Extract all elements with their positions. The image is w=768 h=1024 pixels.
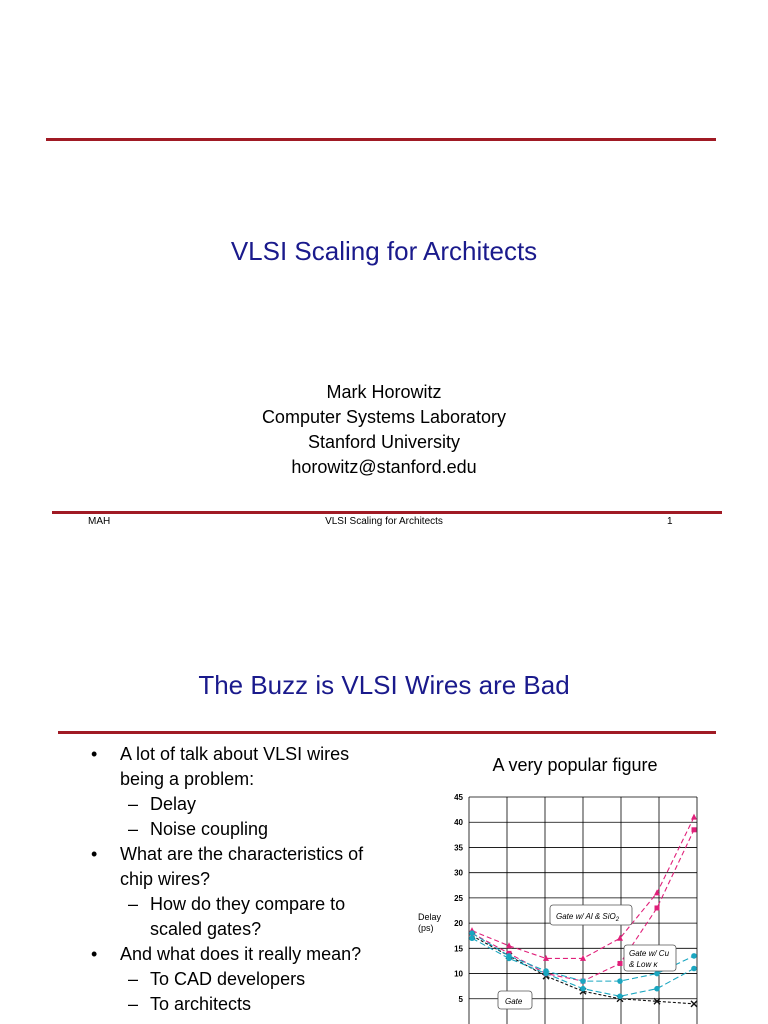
author-university: Stanford University (307, 432, 461, 452)
data-point (654, 971, 660, 977)
slide1-title: VLSI Scaling for Architects (230, 236, 538, 266)
annotation-cu-lowk-line2: & Low κ (629, 960, 658, 969)
author-email: horowitz@stanford.edu (291, 457, 477, 477)
slide1-top-rule (46, 138, 716, 141)
y-tick-label: 30 (454, 868, 463, 878)
chart-ylabel-line1: Delay (418, 912, 442, 922)
bullet-item (78, 917, 408, 942)
annotation-gate-label: Gate (505, 997, 523, 1006)
bullet-text: Noise coupling (150, 819, 269, 839)
bullet-text: What are the characteristics of (120, 844, 364, 864)
bullet-mark: – (128, 794, 139, 814)
data-point (580, 978, 586, 984)
bullet-list (78, 742, 408, 1017)
y-tick-label: 5 (458, 994, 463, 1004)
annotation-al-sio2 (550, 905, 632, 925)
figure-caption: A very popular figure (492, 755, 658, 775)
y-tick-label: 25 (454, 893, 463, 903)
bullet-text: Delay (150, 794, 197, 814)
data-point (469, 930, 475, 936)
bullet-mark: – (128, 894, 139, 914)
data-point (617, 978, 623, 984)
bullet-item (78, 867, 408, 892)
bullet-mark: • (91, 844, 98, 864)
y-tick-label: 40 (454, 818, 463, 828)
bullet-item (78, 992, 408, 1017)
annotation-cu-lowk (624, 945, 676, 971)
data-point (580, 986, 586, 992)
y-tick-label: 10 (454, 969, 463, 979)
data-point (506, 956, 512, 962)
bullet-text: scaled gates? (150, 919, 262, 939)
bullet-text: A lot of talk about VLSI wires (120, 744, 350, 764)
bullet-item (78, 767, 408, 792)
slide2-title-rule (58, 731, 716, 734)
bullet-item (78, 942, 408, 967)
author-name: Mark Horowitz (326, 382, 442, 402)
data-point (691, 1001, 697, 1007)
data-point (655, 905, 660, 910)
delay-chart (410, 785, 710, 1024)
data-point (691, 953, 697, 959)
bullet-item (78, 842, 408, 867)
slide1-author-block (0, 380, 768, 480)
y-tick-label: 35 (454, 843, 463, 853)
bullet-text: To CAD developers (150, 969, 306, 989)
data-point (469, 935, 475, 941)
data-point (654, 986, 660, 992)
data-point (691, 814, 697, 820)
data-point (543, 971, 549, 977)
y-tick-label: 15 (454, 944, 463, 954)
bullet-mark: – (128, 994, 139, 1014)
data-point (618, 961, 623, 966)
bullet-mark: • (91, 744, 98, 764)
bullet-text: How do they compare to (150, 894, 346, 914)
bullet-item (78, 792, 408, 817)
y-tick-label: 45 (454, 793, 463, 802)
bullet-item (78, 967, 408, 992)
bullet-item (78, 892, 408, 917)
footer-center: VLSI Scaling for Architects (325, 516, 443, 527)
data-point (692, 827, 697, 832)
bullet-text: To architects (150, 994, 252, 1014)
chart-y-tick-labels (454, 793, 463, 1004)
annotation-cu-lowk-line1: Gate w/ Cu (629, 949, 670, 958)
annotation-gate (498, 991, 532, 1009)
annotation-al-sio2-label: Gate w/ Al & SiO$_2$ (556, 912, 620, 923)
bullet-text: being a problem: (120, 769, 255, 789)
chart-ylabel-line2: (ps) (418, 923, 434, 933)
author-lab: Computer Systems Laboratory (261, 407, 507, 427)
bullet-mark: • (91, 944, 98, 964)
bullet-item (78, 742, 408, 767)
bullet-item (78, 817, 408, 842)
slide2-title: The Buzz is VLSI Wires are Bad (198, 670, 570, 700)
bullet-text: And what does it really mean? (120, 944, 362, 964)
y-tick-label: 20 (454, 919, 463, 929)
data-point (617, 993, 623, 999)
footer-left: MAH (88, 516, 111, 527)
data-point (691, 966, 697, 972)
bullet-mark: – (128, 819, 139, 839)
bullet-mark: – (128, 969, 139, 989)
slide1-footer-rule (52, 511, 722, 514)
footer-page-number: 1 (667, 516, 673, 527)
bullet-text: chip wires? (120, 869, 211, 889)
